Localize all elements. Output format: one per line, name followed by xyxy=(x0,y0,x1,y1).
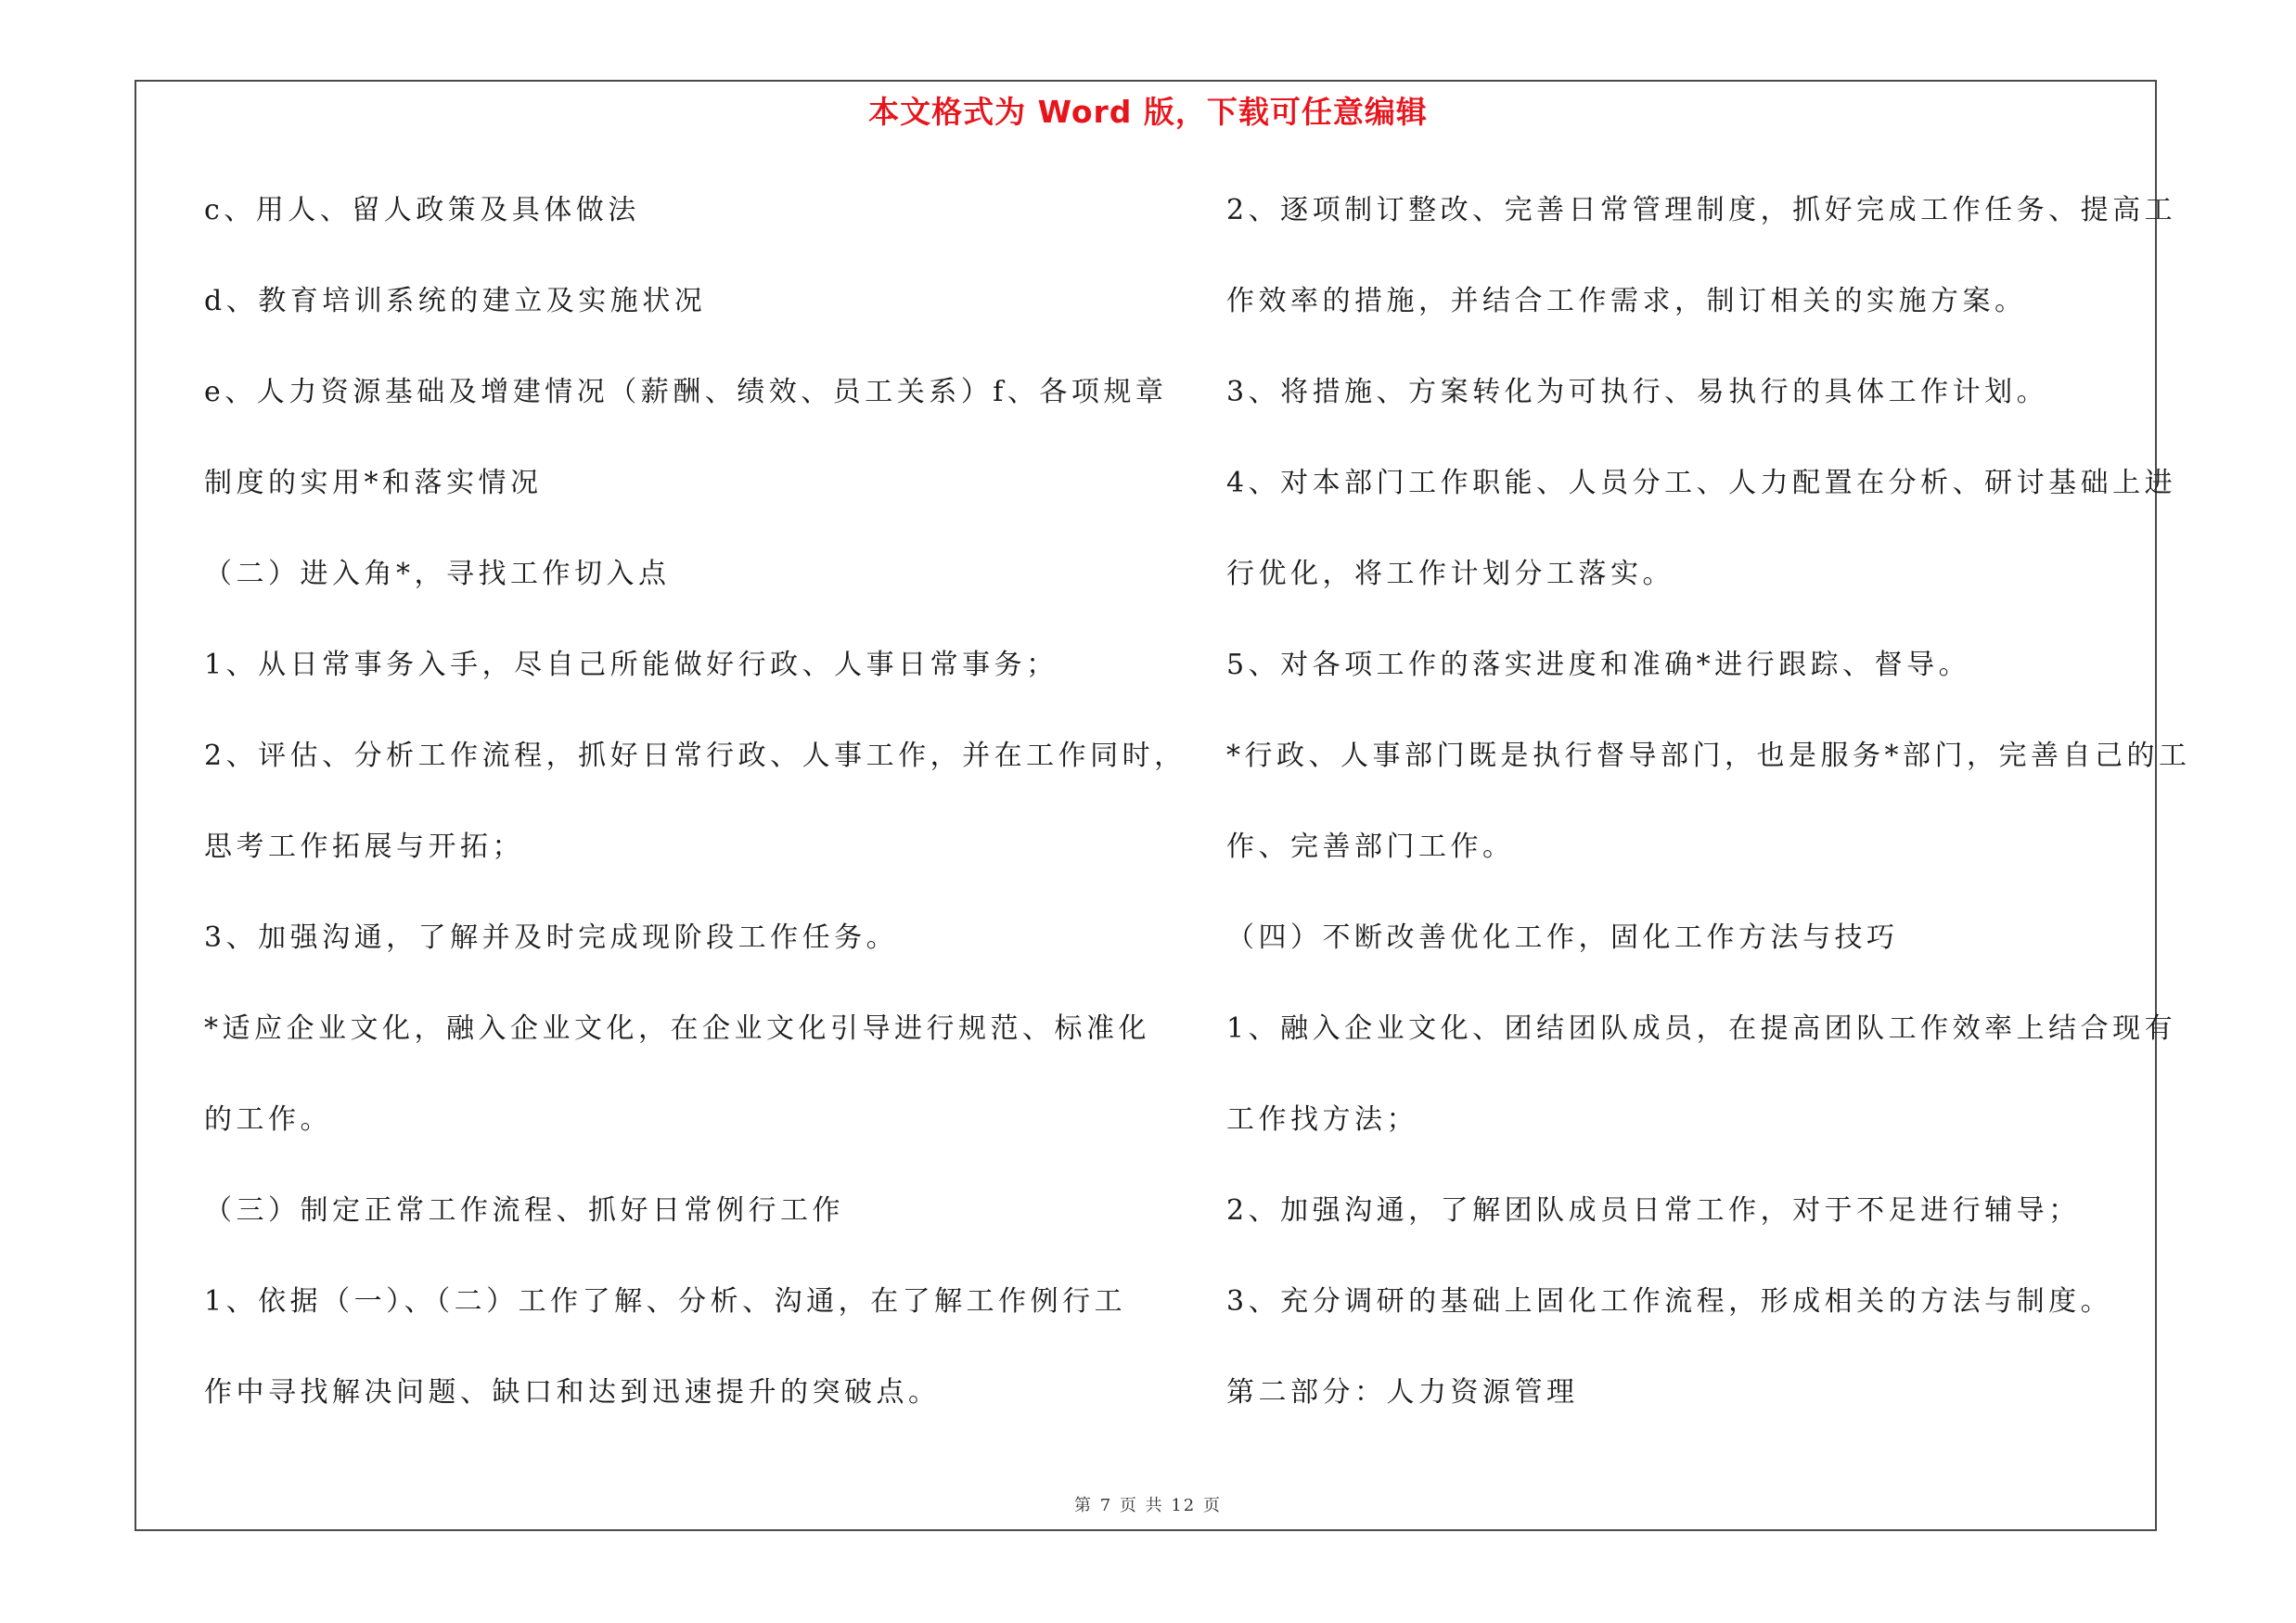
left-column xyxy=(204,182,1186,1455)
right-line: 作、完善部门工作。 xyxy=(1226,831,1515,863)
right-line: 2、逐项制订整改、完善日常管理制度，抓好完成工作任务、提高工 xyxy=(1226,194,2177,226)
left-line: 的工作。 xyxy=(204,1103,332,1136)
left-line: 2、评估、分析工作流程，抓好日常行政、人事工作，并在工作同时， xyxy=(204,740,1186,772)
left-line: e、人力资源基础及增建情况（薪酬、绩效、员工关系）f、各项规章 xyxy=(204,376,1168,408)
right-line: 工作找方法； xyxy=(1226,1103,1418,1136)
left-line: 作中寻找解决问题、缺口和达到迅速提升的突破点。 xyxy=(204,1376,941,1409)
left-line: 制度的实用*和落实情况 xyxy=(204,467,543,499)
left-line: c、用人、留人政策及具体做法 xyxy=(204,194,640,226)
left-line: d、教育培训系统的建立及实施状况 xyxy=(204,285,707,317)
right-line: 4、对本部门工作职能、人员分工、人力配置在分析、研讨基础上进 xyxy=(1226,467,2177,499)
section-heading: （三）制定正常工作流程、抓好日常例行工作 xyxy=(204,1194,844,1227)
left-line: 3、加强沟通，了解并及时完成现阶段工作任务。 xyxy=(204,921,899,954)
section-heading: （二）进入角*，寻找工作切入点 xyxy=(204,558,671,590)
right-line: 3、将措施、方案转化为可执行、易执行的具体工作计划。 xyxy=(1226,376,2049,408)
right-line: 3、充分调研的基础上固化工作流程，形成相关的方法与制度。 xyxy=(1226,1285,2113,1318)
page-number: 第 7 页 共 12 页 xyxy=(1074,1496,1222,1515)
right-line: 5、对各项工作的落实进度和准确*进行跟踪、督导。 xyxy=(1226,649,1971,681)
left-line: 1、依据（一）、（二）工作了解、分析、沟通，在了解工作例行工 xyxy=(204,1285,1127,1318)
right-line: 2、加强沟通，了解团队成员日常工作，对于不足进行辅导； xyxy=(1226,1194,2081,1227)
right-line: 作效率的措施，并结合工作需求，制订相关的实施方案。 xyxy=(1226,285,2027,317)
right-line: 行优化，将工作计划分工落实。 xyxy=(1226,558,1674,590)
left-line: 思考工作拓展与开拓； xyxy=(204,831,524,863)
right-line: *行政、人事部门既是执行督导部门，也是服务*部门，完善自己的工 xyxy=(1226,740,2191,772)
format-banner: 本文格式为 Word 版，下载可任意编辑 xyxy=(868,94,1428,130)
part-heading: 第二部分：人力资源管理 xyxy=(1226,1376,1579,1409)
right-line: 1、融入企业文化、团结团队成员，在提高团队工作效率上结合现有 xyxy=(1226,1012,2177,1045)
right-column xyxy=(1226,182,2191,1455)
section-heading: （四）不断改善优化工作，固化工作方法与技巧 xyxy=(1226,921,1899,954)
left-line: *适应企业文化，融入企业文化，在企业文化引导进行规范、标准化 xyxy=(204,1012,1150,1045)
left-line: 1、从日常事务入手，尽自己所能做好行政、人事日常事务； xyxy=(204,649,1058,681)
